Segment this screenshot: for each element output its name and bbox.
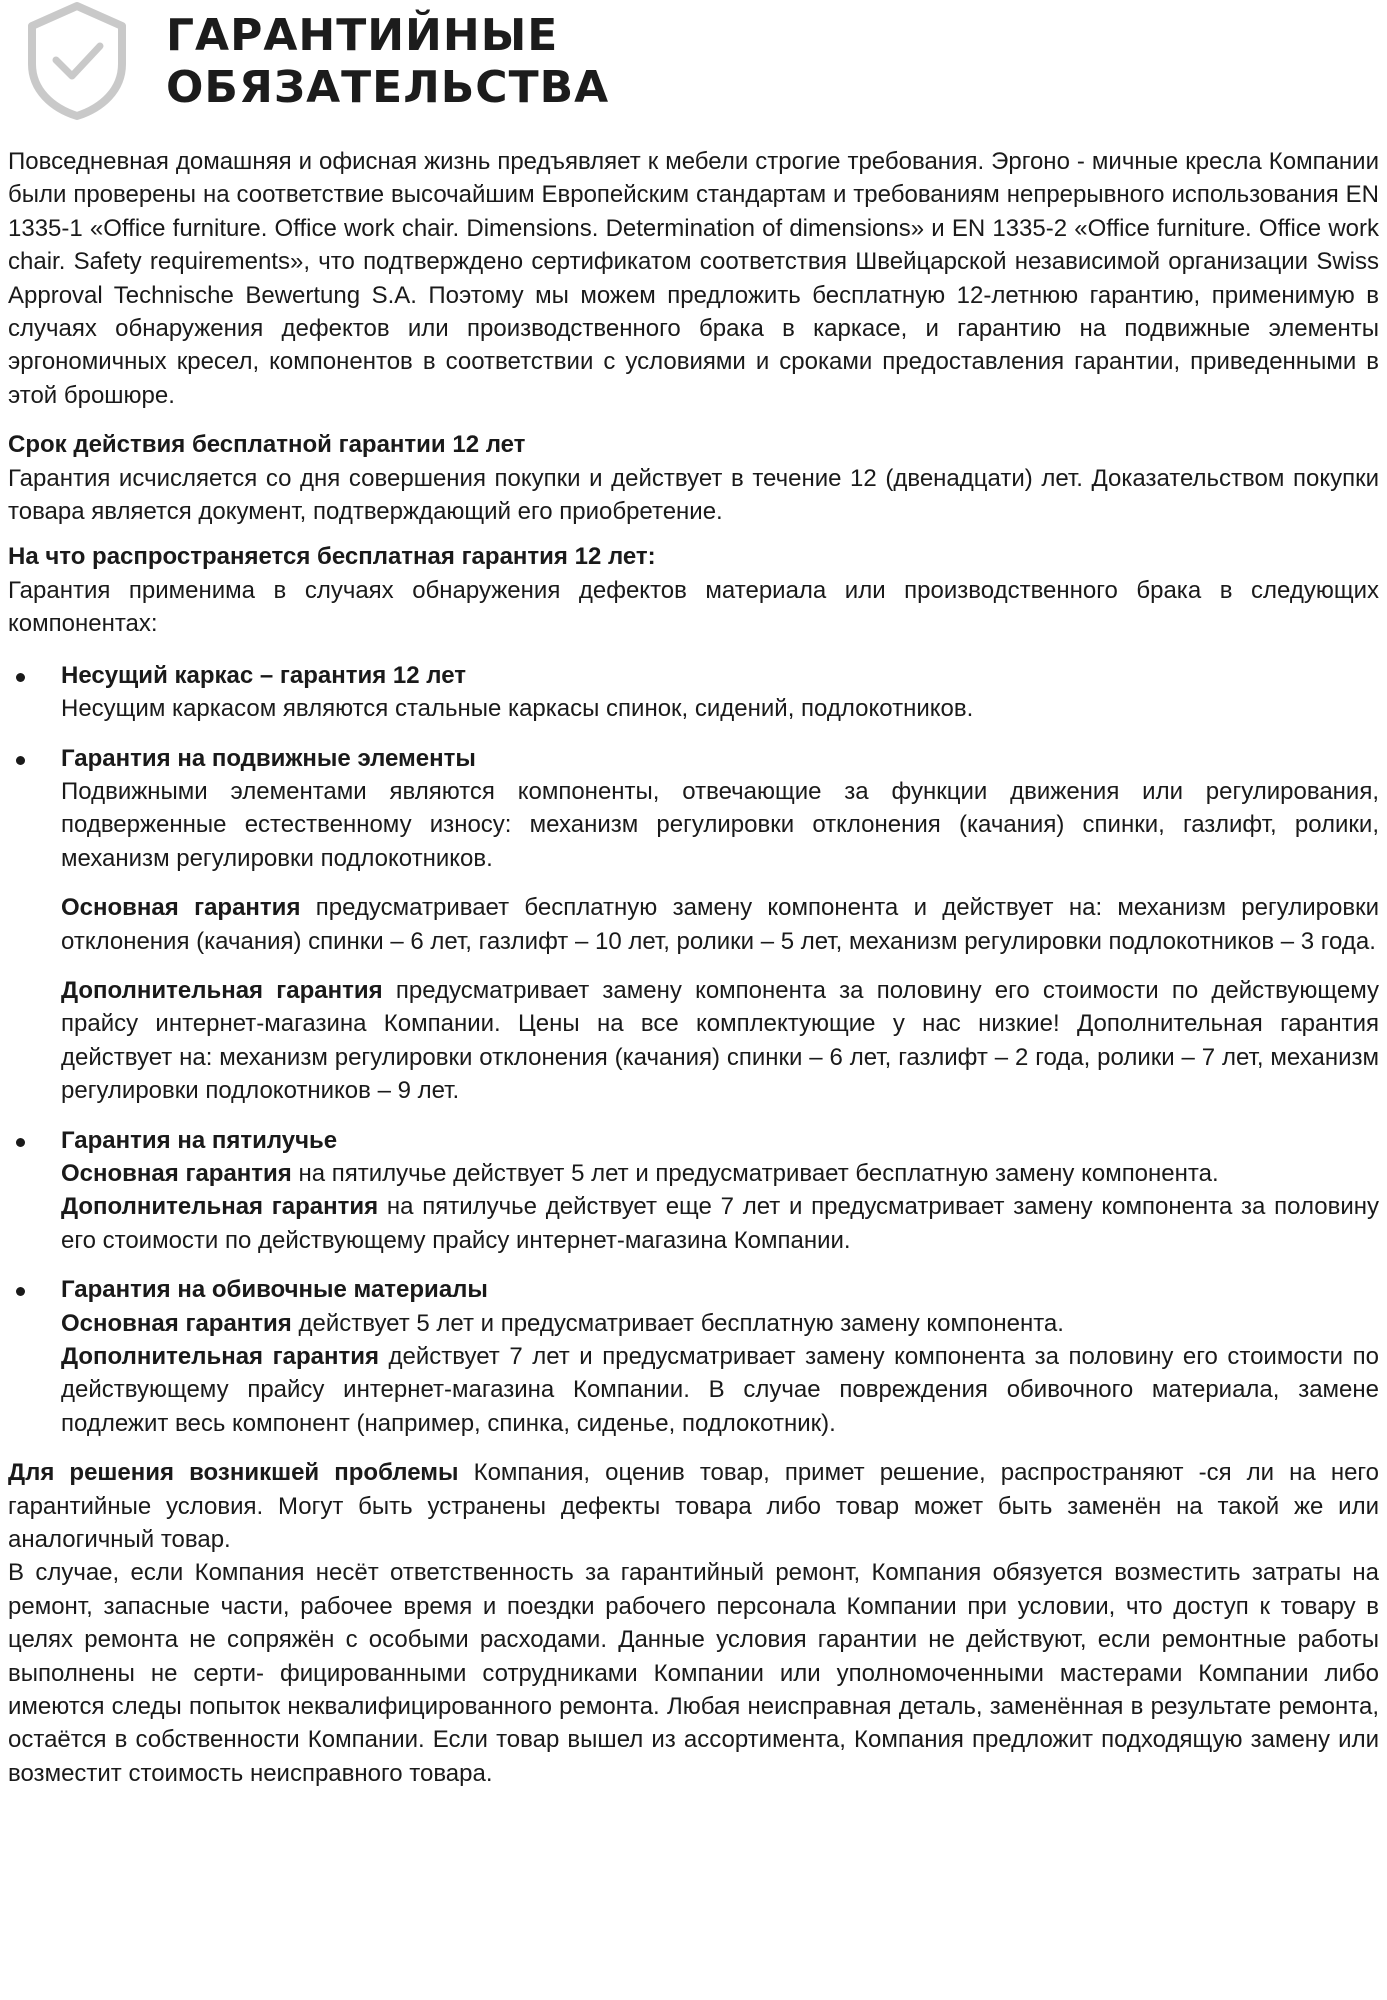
- item-heading: Гарантия на подвижные элементы: [61, 744, 476, 772]
- item-heading: Гарантия на обивочные материалы: [61, 1276, 488, 1304]
- page-title-line-1: ГАРАНТИЙНЫЕ: [166, 10, 559, 61]
- coverage-heading: На что распространяется бесплатная гарантия 12 лет:: [8, 543, 656, 571]
- main-warranty-text: на пятилучье действует 5 лет и предусматривает бесплатную замену компонента.: [291, 1159, 1219, 1187]
- item-heading: Несущий каркас – гарантия 12 лет: [61, 661, 466, 689]
- main-warranty-paragraph: [61, 1157, 1379, 1190]
- list-item-moving-parts: [8, 742, 1379, 1108]
- bullet-icon: [16, 673, 25, 682]
- main-warranty-label: Основная гарантия: [61, 1309, 292, 1337]
- extra-warranty-text: предусматривает замену компонента за половину его стоимости по действующему прайсу интернет-магазина Компании. Цены на все комплектующие у нас низкие! Дополнительная гарантия действует на: механизм регулировки отклонения (качания) спинки – 6 лет, газлифт – 2 года, ролики – 7 лет, механизм регулировки подлокотников – 9 лет.: [61, 976, 1379, 1105]
- main-warranty-label: Основная гарантия: [61, 1159, 292, 1187]
- extra-warranty-label: Дополнительная гарантия: [61, 1343, 379, 1370]
- extra-warranty-paragraph: [61, 1190, 1379, 1257]
- item-text: Несущим каркасом являются стальные каркасы спинок, сидений, подлокотников.: [61, 695, 974, 723]
- list-item-base: [8, 1124, 1379, 1258]
- item-text: Подвижными элементами являются компоненты, отвечающие за функции движения или регулирования, подверженные естественному износу: механизм регулировки отклонения (качания) спинки, газлифт, ролики, механизм регулировки подлокотников.: [61, 777, 1379, 872]
- bullet-icon: [16, 756, 25, 765]
- intro-paragraph: Повседневная домашняя и офисная жизнь предъявляет к мебели строгие требования. Эргоно - мичные кресла Компании были проверены на соответствие высочайшим Европейским стандартам и требованиям непрерывного использования EN 1335-1 «Office furniture. Office work chair. Dimensions. Determination of dimensions» и EN 1335-2 «Office furniture. Office work chair. Safety requirements», что подтверждено сертификатом соответствия Швейцарской независимой организации Swiss Approval Technische Bewertung S.A. Поэтому мы можем предложить бесплатную 12-летнюю гарантию, применимую в случаях обнаружения дефектов или производственного брака в каркасе, и гарантию на подвижные элементы эргономичных кресел, компонентов в соответствии с условиями и сроками предоставления гарантии, приведенными в этой брошюре.: [8, 148, 1379, 409]
- extra-warranty-label: Дополнительная гарантия: [61, 976, 383, 1004]
- resolution-label: Для решения возникшей проблемы: [8, 1459, 459, 1487]
- bullet-icon: [16, 1287, 25, 1296]
- main-warranty-text: действует 5 лет и предусматривает бесплатную замену компонента.: [291, 1309, 1064, 1337]
- closing-paragraph: В случае, если Компания несёт ответственность за гарантийный ремонт, Компания обязуется возместить затраты на ремонт, запасные части, рабочее время и поездки рабочего персонала Компании при условии, что доступ к товару в целях ремонта не сопряжён с особыми расходами. Данные условия гарантии не действуют, если ремонтные работы выполнены не серти- фицированными сотрудниками Компании или уполномоченными мастерами Компании либо имеются следы попыток неквалифицированного ремонта. Любая неисправная деталь, заменённая в результате ремонта, остаётся в собственности Компании. Если товар вышел из ассортимента, Компания предложит подходящую замену или возместит стоимость неисправного товара.: [8, 1559, 1379, 1787]
- page-title: [166, 10, 609, 114]
- list-item-frame: [8, 659, 1379, 726]
- document-body: [8, 145, 1379, 1790]
- extra-warranty-text: действует 7 лет и предусматривает замену компонента за половину его стоимости по действующему прайсу интернет-магазина Компании. В случае повреждения обивочного материала, замене подлежит весь компонент (например, спинка, сиденье, подлокотник).: [61, 1343, 1379, 1437]
- resolution-paragraph: [8, 1456, 1379, 1556]
- main-warranty-label: Основная гарантия: [61, 894, 301, 922]
- term-heading: Срок действия бесплатной гарантии 12 лет: [8, 431, 526, 459]
- coverage-text: Гарантия применима в случаях обнаружения дефектов материала или производственного брака в следующих компонентах:: [8, 576, 1379, 638]
- term-text: Гарантия исчисляется со дня совершения покупки и действует в течение 12 (двенадцати) лет. Доказательством покупки товара является документ, подтверждающий его приобретение.: [8, 464, 1379, 526]
- main-warranty-paragraph: [61, 891, 1379, 958]
- bullet-icon: [16, 1138, 25, 1147]
- shield-check-icon: [22, 0, 132, 122]
- extra-warranty-text: на пятилучье действует еще 7 лет и предусматривает замену компонента за половину его стоимости по действующему прайсу интернет-магазина Компании.: [61, 1193, 1379, 1254]
- list-item-upholstery: [8, 1273, 1379, 1440]
- resolution-text: Компания, оценив товар, примет решение, распространяют -ся ли на него гарантийные условия. Могут быть устранены дефекты товара либо товар может быть заменён на такой же или аналогичный товар.: [8, 1459, 1380, 1554]
- page-title-line-2: ОБЯЗАТЕЛЬСТВА: [166, 62, 610, 113]
- main-warranty-text: предусматривает бесплатную замену компонента и действует на: механизм регулировки отклонения (качания) спинки – 6 лет, газлифт – 10 лет, ролики – 5 лет, механизм регулировки подлокотников – 3 года.: [61, 894, 1379, 955]
- extra-warranty-paragraph: [61, 1340, 1379, 1440]
- item-heading: Гарантия на пятилучье: [61, 1126, 338, 1154]
- extra-warranty-label: Дополнительная гарантия: [61, 1193, 379, 1221]
- extra-warranty-paragraph: [61, 974, 1379, 1108]
- main-warranty-paragraph: [61, 1307, 1379, 1340]
- page-header: [8, 0, 1379, 145]
